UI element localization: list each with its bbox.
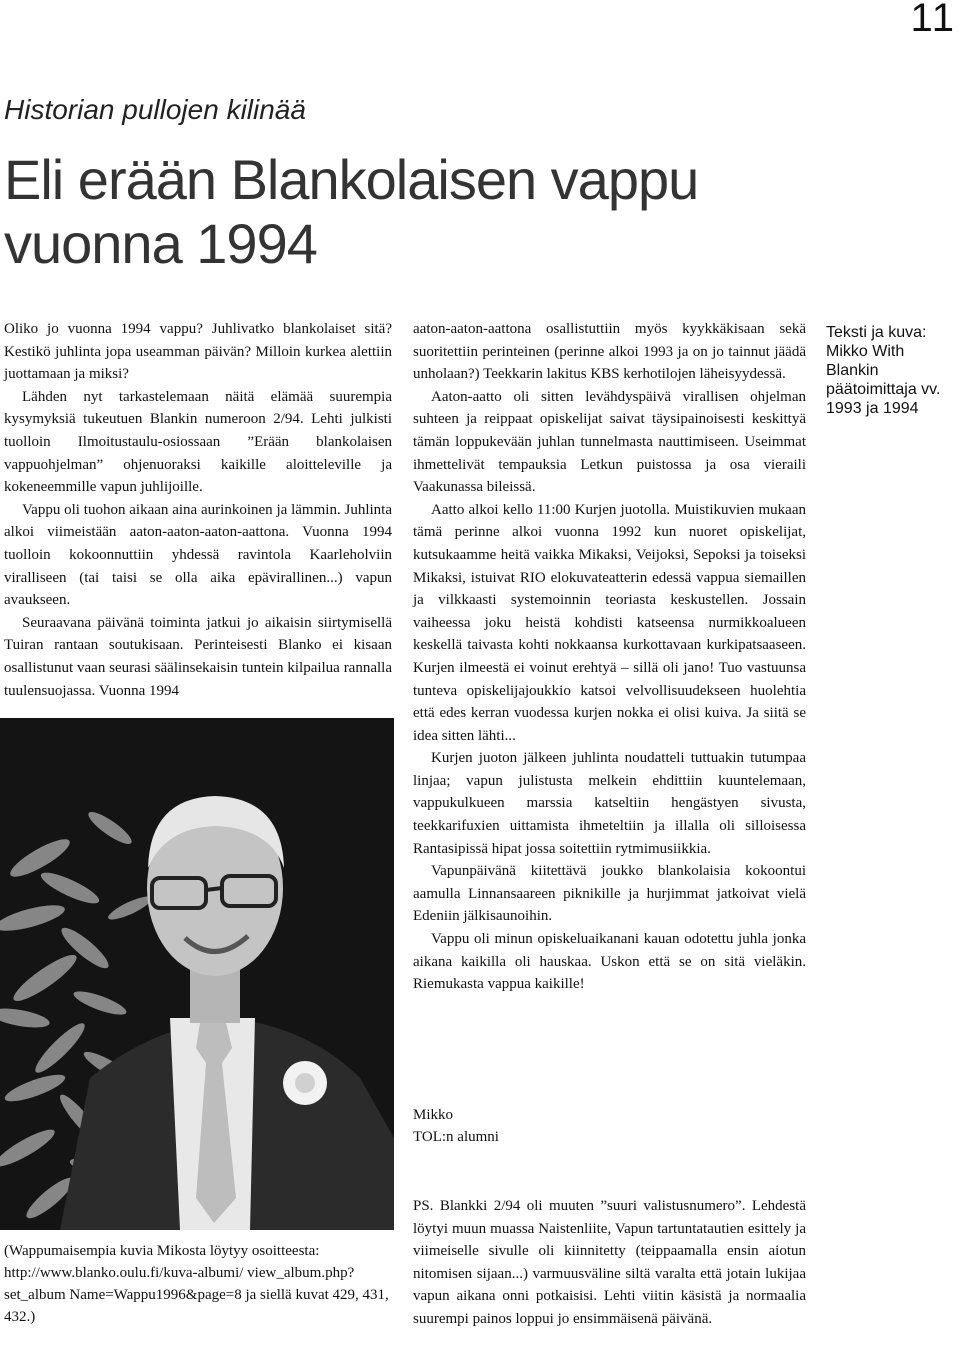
portrait-illustration: [0, 718, 394, 1230]
paragraph: Vapunpäivänä kiitettävä joukko blankolaisia kokoontui aamulla Linnansaareen piknikille ja hurjimmat jatkoivat vielä Edeniin jälkisaunoihin.: [413, 863, 806, 925]
page-number: 11: [910, 0, 956, 40]
postscript: PS. Blankki 2/94 oli muuten ”suuri valistusnumero”. Lehdestä löytyi muun muassa Naistenliite, Vapun tartuntatautien esittely ja viimeiselle sivulle oli kiinnitetty (teippaamalla ensin aiotun nitomisen sijaan...) varmuusväline siltä varalta että jotain lukijaa vapun aikana onni potkaisisi. Lehti viitin käsistä ja normaalia suurempi painos loppui jo ensimmäisenä päivänä.: [413, 1198, 806, 1327]
credit-line: Blankin: [826, 362, 879, 379]
paragraph: Kurjen juoton jälkeen juhlinta noudatteli tuttuakin tutumpaa linjaa; vapun julistusta melkein ehdittiin kuuntelemaan, vappukulkueen marssia katseltiin hengästyen sivusta, teekkarifuxien uittamista ihmeteltiin ja illalla oli silloisessa Rantasipissä hipat jossa soitettiin rytmimusiikkia.: [413, 750, 806, 857]
photo-caption-note: (Wappumaisempia kuvia Mikosta löytyy osoitteesta: http://www.blanko.oulu.fi/kuva-albumi/ view_album.php?set_album Name=Wappu1996&page=8 ja siellä kuvat 429, 431, 432.): [4, 1243, 389, 1325]
photo-text-credit: [826, 323, 960, 418]
signature-title: TOL:n alumni: [413, 1129, 499, 1145]
credit-line: päätoimittaja vv.: [826, 381, 941, 398]
signature: [413, 1104, 499, 1148]
credit-line: 1993 ja 1994: [826, 400, 919, 417]
article-headline: Eli erään Blankolaisen vappu vuonna 1994: [4, 148, 699, 275]
article-kicker: Historian pullojen kilinää: [4, 94, 306, 125]
paragraph: aaton-aaton-aattona osallistuttiin myös kyykkäkisaan sekä suoritettiin perinteinen (perinne alkoi 1993 ja on jo tainnut jäädä unholaan?) Teekkarin lakitus KBS kerhotilojen läheisyydessä.: [413, 321, 806, 383]
paragraph: Oliko jo vuonna 1994 vappu? Juhlivatko blankolaiset sitä? Kestikö juhlinta jopa useamman päivän? Milloin kurkea alettiin juottamaan ja miksi?: [4, 321, 392, 383]
paragraph: Aatto alkoi kello 11:00 Kurjen juotolla. Muistikuvien mukaan tämä perinne alkoi vuonna 1992 kun nuoret opiskelijat, kutsukaamme heitä vaikka Mikaksi, Veijoksi, Sepoksi ja toiseksi Mikaksi, istuivat RIO elokuvateatterin edessä vappua siemaillen ja vilkkaasti systemoinnin teoriasta keskustellen. Jossain vaiheessa joku heistä kohdisti katseensa nurmikkoalueen keskellä taivasta kohti nokkaansa kurkottavaan kurkipatsaaseen. Kurjen ilmeestä ei voinut erehtyä – sillä oli jano! Tuo vastuunsa tunteva opiskelijajoukkio katsoi velvollisuudekseen huolehtia että edes kerran vuodessa kurjen nokka ei olisi kuiva. Ja siitä se idea sitten lähti...: [413, 501, 806, 744]
article-column-2: [413, 318, 806, 996]
paragraph: Lähden nyt tarkastelemaan näitä elämää suurempia kysymyksiä tukeutuen Blankin numeroon 2/94. Lehti julkisti tuolloin Ilmoitustaulu-osiossaan ”Erään blankolaisen vappuohjelman” ohjenuoraksi kaikille aloitteleville ja kokeneemmille vapun juhlijoille.: [4, 388, 392, 496]
credit-line: Mikko With: [826, 343, 905, 360]
paragraph: Vappu oli minun opiskeluaikanani kauan odotettu juhla jonka aikana kaikilla oli hauskaa. Uskon että se on sitä vieläkin. Riemukasta vappua kaikille!: [413, 931, 806, 993]
paragraph: Aaton-aatto oli sitten levähdyspäivä virallisen ohjelman suhteen ja reippaat opiskelijat saivat täysipainoisesti keskittyä tämän loppukevään juhlan tunnelmasta nauttimiseen. Useimmat ihmettelivät tempauksia Letkun puistossa ja osa vieraili Vaakunassa bileissä.: [413, 388, 806, 496]
paragraph: Vappu oli tuohon aikaan aina aurinkoinen ja lämmin. Juhlinta alkoi viimeistään aaton-aaton-aaton-aattona. Vuonna 1994 tuolloin kokoonnuttiin yhdessä ravintola Kaarleholviin viralliseen (tai taisi se olla aika epävirallinen...) vapun avaukseen.: [4, 501, 392, 609]
credit-line: Teksti ja kuva:: [826, 324, 927, 341]
paragraph: Seuraavana päivänä toiminta jatkui jo aikaisin siirtymisellä Tuiran rantaan soutukisaan. Perinteisesti Blanko ei kisaan osallistunut vaan seurasi säälinsekaisin tuntein kilpailua rannalla tuulensuojassa. Vuonna 1994: [4, 614, 392, 699]
author-portrait-photo: [0, 718, 394, 1230]
signature-name: Mikko: [413, 1107, 454, 1123]
article-column-1: [4, 318, 392, 702]
